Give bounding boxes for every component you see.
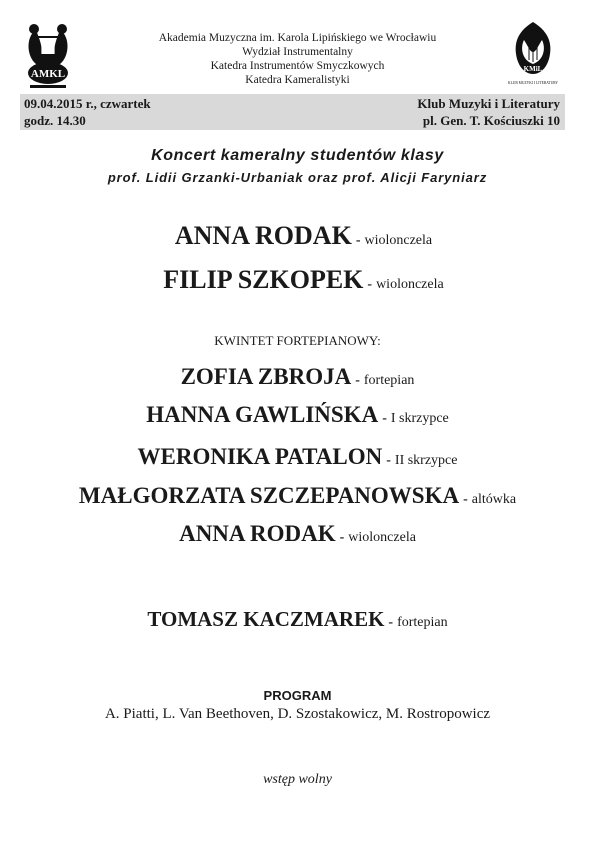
svg-text:AMKL: AMKL	[30, 68, 66, 80]
ensemble-heading: KWINTET FORTEPIANOWY:	[214, 333, 381, 348]
svg-text:KMiL: KMiL	[523, 65, 543, 73]
institution-line: Akademia Muzyczna im. Karola Lipińskiego we Wrocławiu	[158, 32, 437, 44]
performer-instrument: wiolonczela	[348, 530, 416, 545]
performer-instrument: wiolonczela	[376, 277, 444, 292]
performer-name: ANNA RODAK	[174, 221, 352, 250]
separator: -	[367, 277, 373, 292]
concert-title: Koncert kameralny studentów klasy	[151, 147, 444, 164]
separator: -	[355, 233, 361, 248]
performer-name: HANNA GAWLIŃSKA	[146, 402, 379, 427]
performer-line	[0, 402, 595, 428]
venue-name: Klub Muzyki i Literatury	[417, 96, 560, 111]
institution-line: Wydział Instrumentalny	[242, 46, 353, 58]
performer-line	[0, 444, 595, 470]
performer-line	[0, 607, 595, 632]
institution-block	[100, 31, 495, 87]
svg-text:KLUB MUZYKI I LITERATURY: KLUB MUZYKI I LITERATURY	[507, 81, 559, 85]
performer-name: TOMASZ KACZMAREK	[147, 607, 385, 631]
separator: -	[339, 530, 345, 545]
venue-address: pl. Gen. T. Kościuszki 10	[422, 113, 560, 128]
separator: -	[463, 492, 468, 507]
concert-subtitle: prof. Lidii Grzanki-Urbaniak oraz prof. Alicji Faryniarz	[107, 170, 488, 185]
performer-line	[0, 483, 595, 509]
performer-instrument: fortepian	[363, 373, 415, 388]
performer-line	[6, 265, 595, 295]
performer-name: WERONIKA PATALON	[137, 444, 383, 469]
separator: -	[382, 411, 387, 426]
club-logo	[502, 20, 564, 88]
admission-note: wstęp wolny	[263, 772, 332, 787]
academy-logo	[22, 22, 74, 92]
event-date: 09.04.2015 r., czwartek	[24, 96, 151, 111]
separator: -	[386, 453, 391, 468]
performer-line	[6, 221, 595, 251]
separator: -	[388, 615, 394, 630]
performer-instrument: wiolonczela	[364, 233, 433, 248]
institution-line: Katedra Kameralistyki	[245, 74, 350, 86]
performer-name: MAŁGORZATA SZCZEPANOWSKA	[78, 483, 460, 508]
program-heading: PROGRAM	[263, 688, 332, 703]
performer-name: FILIP SZKOPEK	[163, 265, 364, 294]
performer-name: ZOFIA ZBROJA	[180, 364, 352, 389]
performer-line	[0, 364, 595, 390]
institution-line: Katedra Instrumentów Smyczkowych	[210, 60, 385, 72]
program-composers: A. Piatti, L. Van Beethoven, D. Szostakowicz, M. Rostropowicz	[104, 706, 491, 722]
performer-instrument: altówka	[471, 492, 517, 507]
performer-instrument: fortepian	[397, 615, 448, 630]
performer-instrument: II skrzypce	[394, 453, 458, 468]
performer-name: ANNA RODAK	[179, 521, 336, 546]
performer-line	[0, 521, 595, 547]
performer-instrument: I skrzypce	[390, 411, 449, 426]
event-time: godz. 14.30	[24, 113, 86, 128]
separator: -	[355, 373, 360, 388]
